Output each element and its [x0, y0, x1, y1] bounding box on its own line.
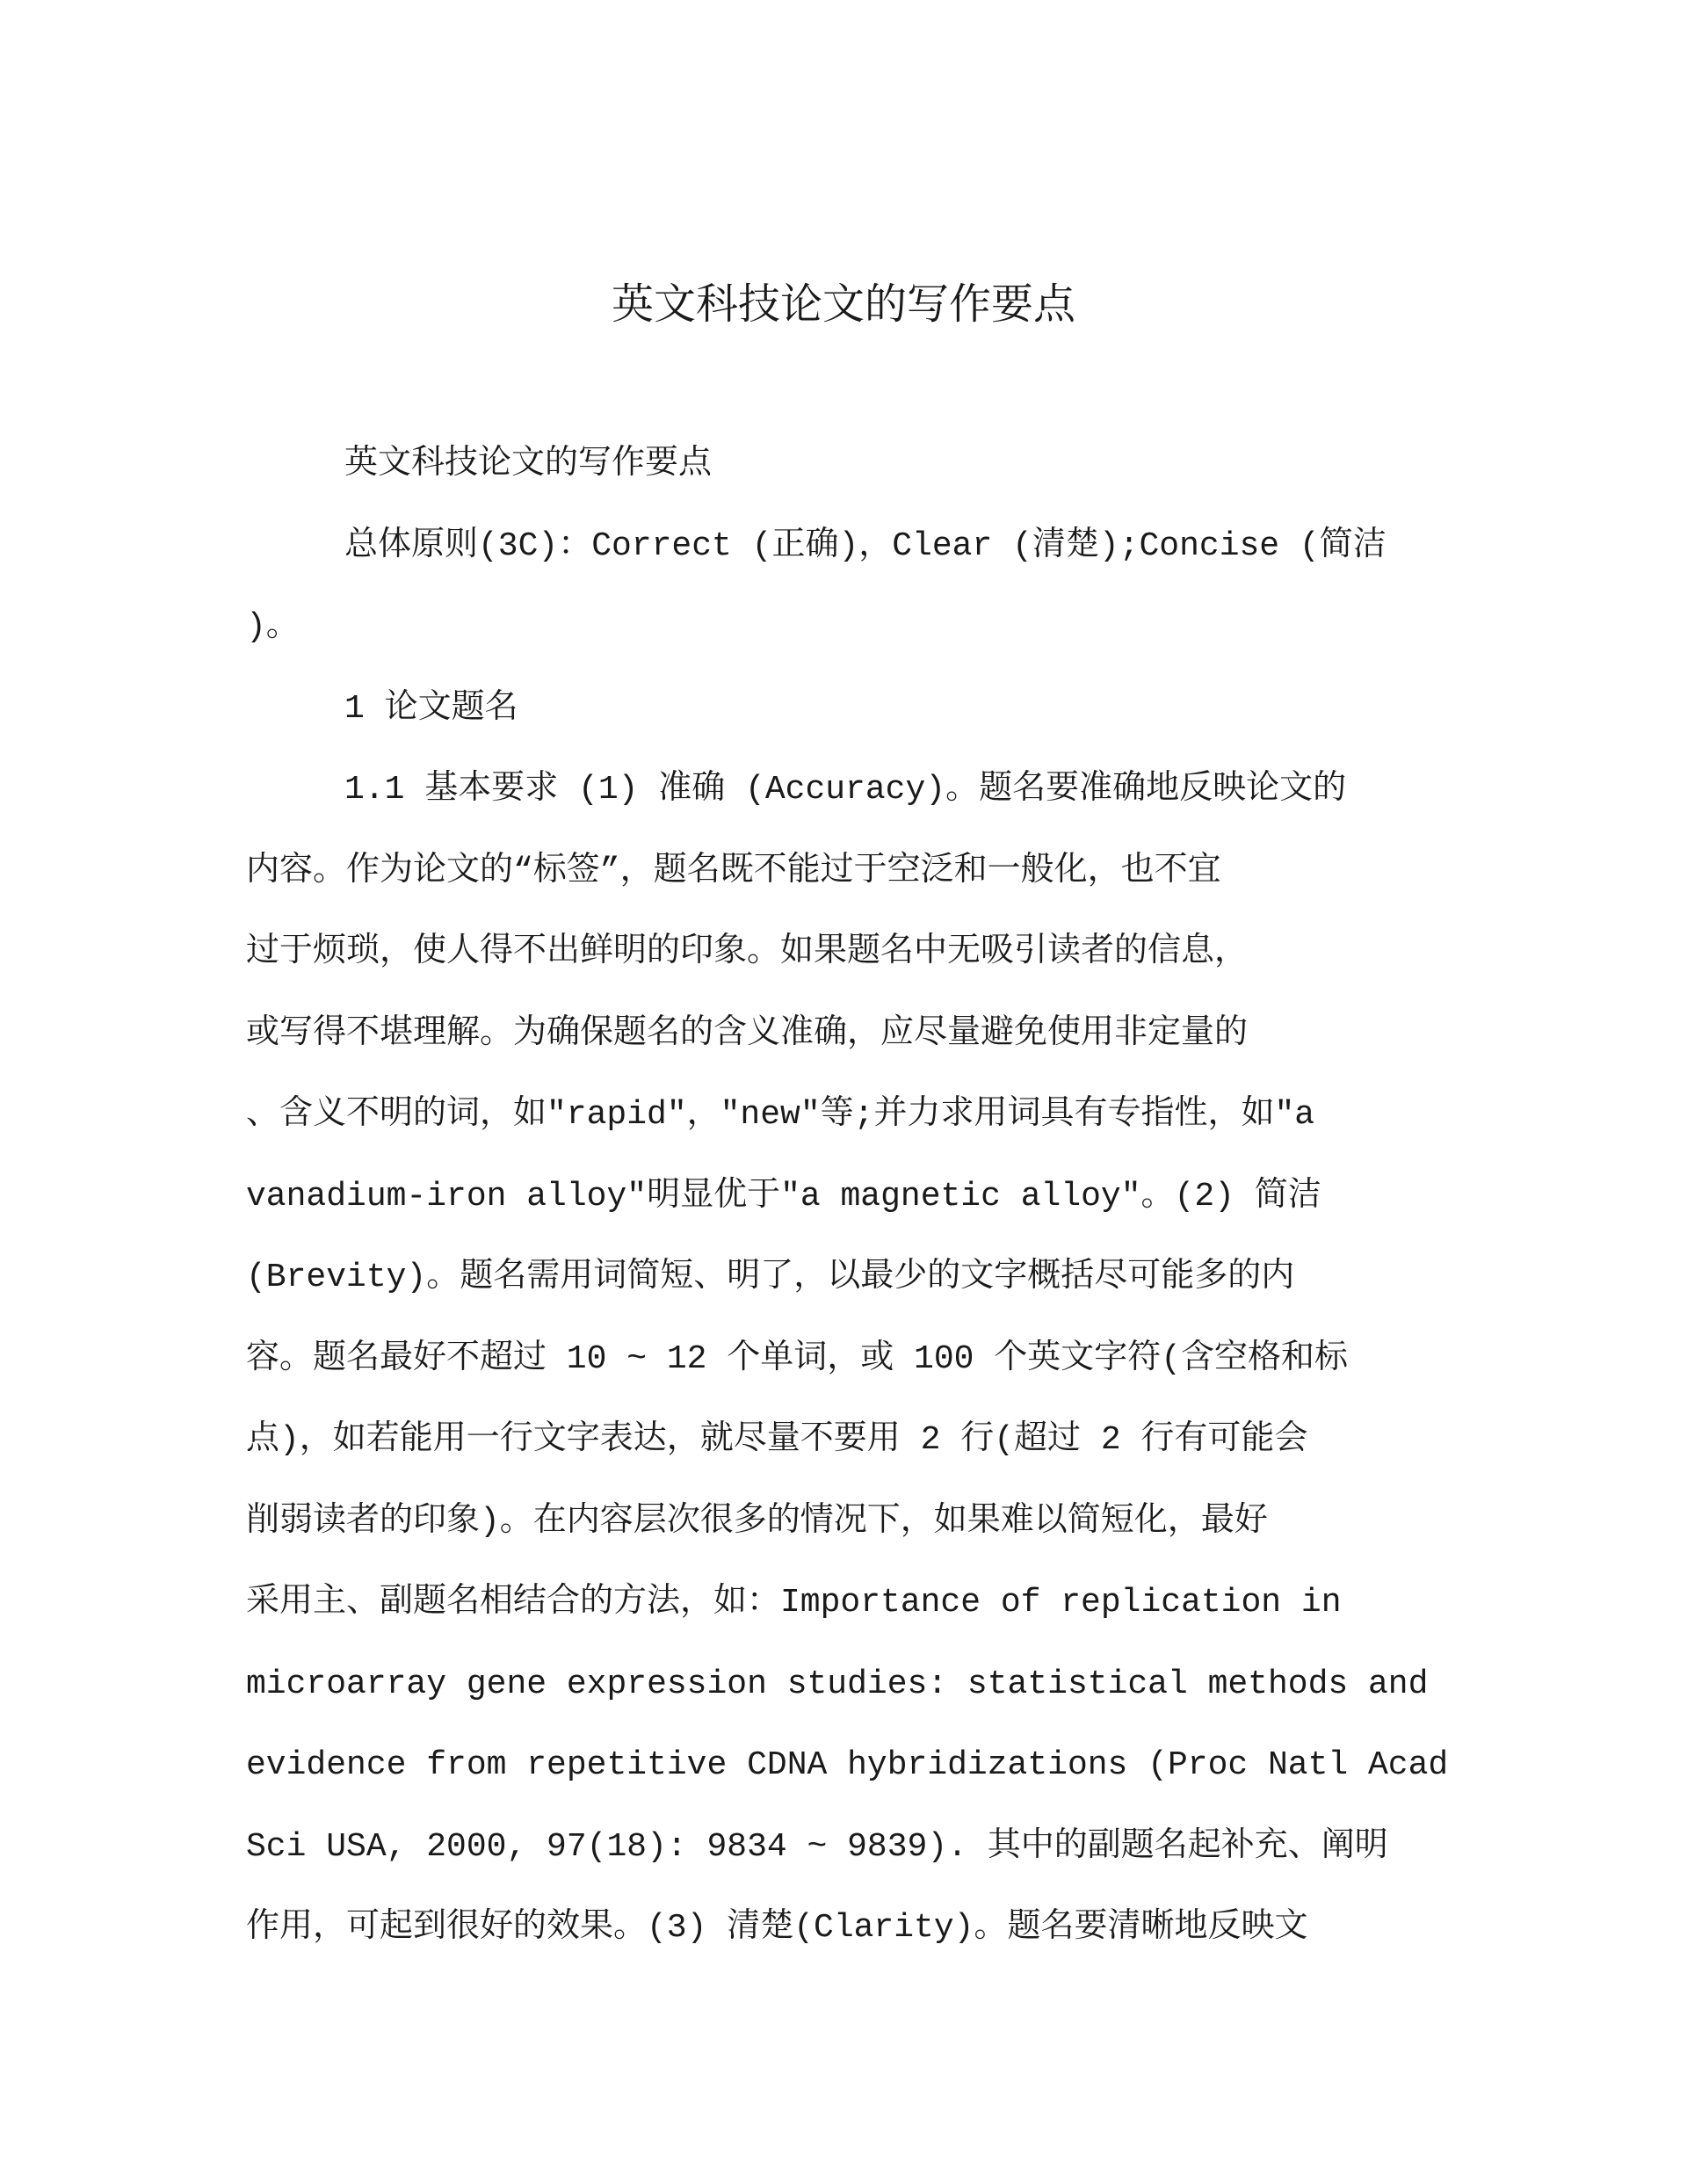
document-title: 英文科技论文的写作要点 [611, 279, 1075, 329]
text-line: 或写得不堪理解。为确保题名的含义准确，应尽量避免使用非定量的 [246, 1014, 1249, 1053]
text-line: 点)，如若能用一行文字表达，就尽量不要用 2 行(超过 2 行有可能会 [246, 1421, 1308, 1459]
text-line: vanadium-iron alloy"明显优于"a magnetic alloy"。(2) 简洁 [246, 1177, 1321, 1215]
text-line: 英文科技论文的写作要点 [344, 446, 713, 483]
text-line: 过于烦琐，使人得不出鲜明的印象。如果题名中无吸引读者的信息， [246, 933, 1249, 971]
text-line: 1 论文题名 [344, 689, 518, 728]
text-line: 作用，可起到很好的效果。(3) 清楚(Clarity)。题名要清晰地反映文 [246, 1909, 1308, 1947]
text-line: 1.1 基本要求 (1) 准确 (Accuracy)。题名要准确地反映论文的 [344, 771, 1347, 809]
text-line: 内容。作为论文的“标签”，题名既不能过于空泛和一般化，也不宜 [246, 852, 1221, 890]
text-line: )。 [246, 608, 300, 646]
text-line: 削弱读者的印象)。在内容层次很多的情况下，如果难以简短化，最好 [246, 1502, 1268, 1541]
text-line: evidence from repetitive CDNA hybridizations (Proc Natl Acad [246, 1746, 1449, 1784]
text-line: 容。题名最好不超过 10 ~ 12 个单词，或 100 个英文字符(含空格和标 [246, 1339, 1349, 1378]
text-line: microarray gene expression studies: statistical methods and [246, 1665, 1429, 1703]
text-line: 总体原则(3C)：Correct (正确)，Clear (清楚);Concise (简洁 [344, 526, 1387, 565]
text-line: 、含义不明的词，如"rapid"，"new"等;并力求用词具有专指性，如"a [246, 1096, 1315, 1134]
text-line: Sci USA, 2000, 97(18): 9834 ~ 9839). 其中的副题名起补充、阐明 [246, 1827, 1388, 1866]
text-line: (Brevity)。题名需用词简短、明了，以最少的文字概括尽可能多的内 [246, 1259, 1295, 1296]
text-line: 采用主、副题名相结合的方法，如：Importance of replication in [246, 1584, 1342, 1622]
